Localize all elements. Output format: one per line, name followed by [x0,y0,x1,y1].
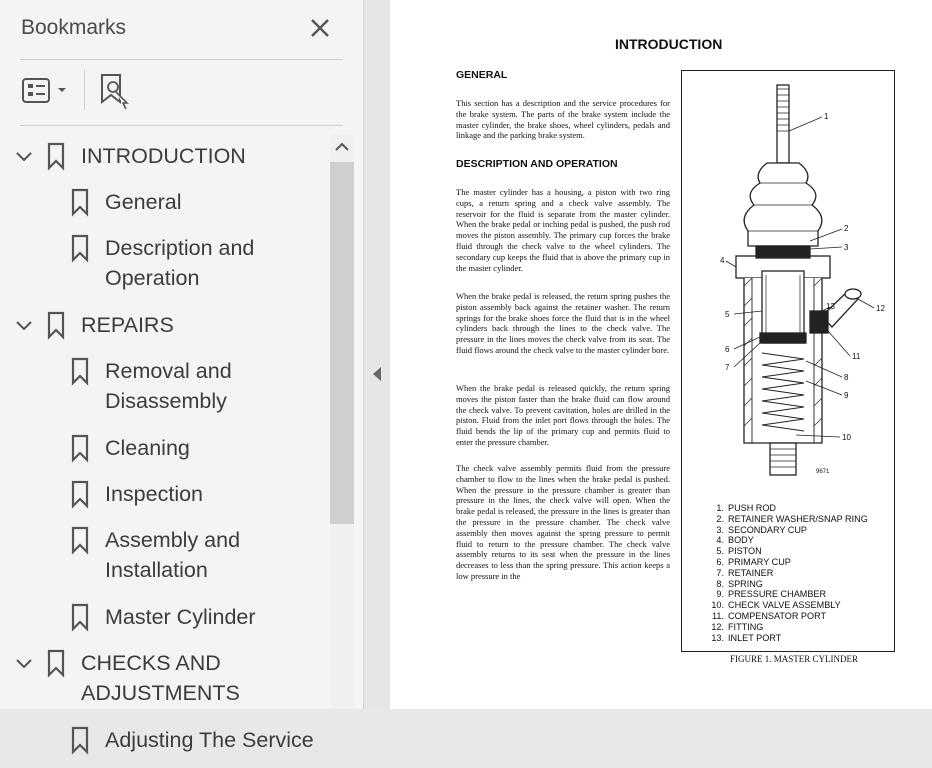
bookmark-icon [71,726,89,754]
find-bookmark-icon[interactable] [97,72,135,110]
chevron-down-icon[interactable] [15,657,33,669]
list-options-icon [23,79,49,102]
bookmark-item[interactable] [0,184,330,230]
figure-master-cylinder [681,70,895,652]
callout: 7 [725,363,730,372]
bookmark-label: REPAIRS [81,313,174,337]
chevron-down-icon[interactable] [15,150,33,162]
legend-number: 8. [716,578,724,589]
bookmark-label: Master Cylinder [105,605,256,629]
bookmark-item[interactable] [0,138,330,184]
paragraph: The master cylinder has a housing, a piston with two ring cups, a return spring and a check valve assembly. The reservoir for the fluid is separate from the master cylinder. When the brake pedal or inching pedal is pushed, the push rod moves the piston assembly. The primary cup forces the brake fluid through the check valve to the wheel cylinders. The secondary cup keeps the fluid that is above the primary cup in the master cylinder. [456,187,670,273]
bookmark-icon [71,357,89,385]
legend-number: 1. [716,503,724,513]
bookmark-label: Adjusting The Service [105,728,314,752]
callout: 2 [844,224,849,233]
close-icon[interactable] [306,14,334,42]
legend-text: RETAINER WASHER/SNAP RING [728,513,868,524]
callout: 11 [852,352,861,361]
callout: 13 [826,302,835,311]
bookmark-icon [71,480,89,508]
legend-text: COMPENSATOR PORT [728,610,827,621]
scroll-up-icon[interactable] [330,134,354,160]
legend-item [704,600,868,611]
bookmark-label: CHECKS AND [81,651,221,675]
chevron-down-icon[interactable] [15,319,33,331]
callout: 6 [725,345,730,354]
legend-item [704,535,868,546]
section-heading-description: DESCRIPTION AND OPERATION [456,158,618,170]
legend-number: 3. [716,524,724,535]
master-cylinder-drawing [682,71,894,491]
bookmark-label: Disassembly [105,389,227,413]
bookmark-item[interactable] [0,722,330,768]
callout: 4 [720,256,725,265]
legend-item [704,546,868,557]
legend-text: FITTING [728,621,764,632]
section-heading-general: GENERAL [456,69,508,81]
bookmark-label: Description and [105,236,255,260]
legend-item [704,568,868,579]
bookmark-item[interactable] [0,353,330,413]
legend-text: PRESSURE CHAMBER [728,589,827,600]
legend-item [704,503,868,514]
paragraph: This section has a description and the service procedures for the brake system. The parts of the brake system include the master cylinder, the brake shoes, wheel cylinders, pedals and linkage and the parking brake system. [456,98,670,141]
callout: 3 [844,243,849,252]
divider [20,59,343,60]
bookmark-item[interactable] [0,522,330,582]
bookmark-label: INTRODUCTION [81,144,246,168]
figure-legend [704,503,868,643]
legend-item [704,579,868,590]
bookmark-item[interactable] [0,230,330,290]
legend-text: PISTON [728,546,762,557]
bookmark-item[interactable] [0,476,330,522]
bookmark-icon [71,234,89,262]
bookmark-label: Assembly and [105,528,241,552]
bookmark-icon [71,434,89,462]
bookmark-label: Inspection [105,482,204,506]
bookmark-item[interactable] [0,645,330,705]
legend-item [704,514,868,525]
bookmark-item[interactable] [0,430,330,476]
legend-number: 10. [711,600,724,611]
bookmarks-panel [0,0,364,752]
panel-title: Bookmarks [21,16,127,39]
legend-text: SECONDARY CUP [728,524,808,535]
paragraph: The check valve assembly permits fluid from the pressure chamber to flow to the lines when the brake pedal is pushed. When the pressure in the pressure chamber is greater than pressure in the lines, the check valve will open. When the brake pedal is released, the pressure in the lines is greater than the pressure in the pressure chamber. The check valve assembly then moves against the spring pressure to permit fluid to return to the pressure chamber. The check valve assembly returns to its seat when the pressure in the lines decreases to less than the spring pressure. This action keeps a low pressure in the [456,463,670,581]
bookmark-list [0,134,330,752]
legend-text: PUSH ROD [728,503,776,513]
legend-number: 11. [712,610,724,621]
list-options-button[interactable] [18,74,74,108]
legend-text: INLET PORT [728,632,782,643]
legend-text: CHECK VALVE ASSEMBLY [728,600,841,611]
figure-caption: FIGURE 1. MASTER CYLINDER [730,654,859,664]
bookmark-label: Removal and [105,359,232,383]
page-title: INTRODUCTION [615,36,723,52]
bookmark-item[interactable] [0,599,330,645]
legend-text: RETAINER [728,567,774,578]
toolbar-separator [84,70,85,110]
legend-number: 9. [716,589,724,600]
bookmark-label: ADJUSTMENTS [81,681,240,705]
legend-item [704,525,868,536]
legend-number: 5. [716,546,724,557]
scrollbar-thumb[interactable] [330,162,354,524]
bookmark-item[interactable] [0,307,330,353]
legend-number: 4. [716,535,724,546]
bookmark-icon [71,603,89,631]
legend-text: BODY [728,535,754,546]
bookmark-icon [47,311,65,339]
callout: 8 [844,373,849,382]
document-page [390,0,932,709]
callout: 12 [876,304,885,313]
legend-text: SPRING [728,578,763,589]
bookmark-icon [47,649,65,677]
collapse-panel-icon[interactable] [370,364,384,384]
bookmark-icon [47,142,65,170]
callout: 10 [842,433,851,442]
legend-item [704,557,868,568]
bookmark-icon [71,188,89,216]
callout: 9 [844,391,849,400]
legend-number: 2. [716,513,724,524]
callout: 1 [824,112,829,121]
legend-number: 13. [711,632,724,643]
divider [20,125,343,126]
bookmark-icon [71,526,89,554]
legend-item [704,633,868,644]
legend-number: 6. [716,556,724,567]
bookmark-label: General [105,190,182,214]
bookmark-label: Cleaning [105,436,190,460]
legend-item [704,622,868,633]
bookmark-label: Operation [105,266,200,290]
paragraph: When the brake pedal is released, the return spring pushes the piston assembly back against the retainer washer. The return springs for the brake shoes force the fluid that is in the wheel cylinders back through the lines to the check valve. The pressure in the lines moves the check valve from its seat. The fluid flows around the check valve to the master cylinder bore. [456,291,670,355]
paragraph: When the brake pedal is released quickly, the return spring moves the piston faster than the brake fluid can flow around the check valve. To prevent cavitation, holes are drilled in the piston. Fluid from the inlet port flows through the holes. The fluid bends the lip of the primary cup and permits fluid to enter the pressure chamber. [456,383,670,447]
legend-text: PRIMARY CUP [728,556,791,567]
legend-number: 12. [711,621,724,632]
figure-code: 9671 [816,469,830,475]
bookmark-label: Installation [105,558,208,582]
legend-number: 7. [716,567,724,578]
splitter[interactable] [364,0,390,709]
chevron-down-icon [58,88,66,92]
callout: 5 [725,310,730,319]
legend-item [704,611,868,622]
legend-item [704,589,868,600]
